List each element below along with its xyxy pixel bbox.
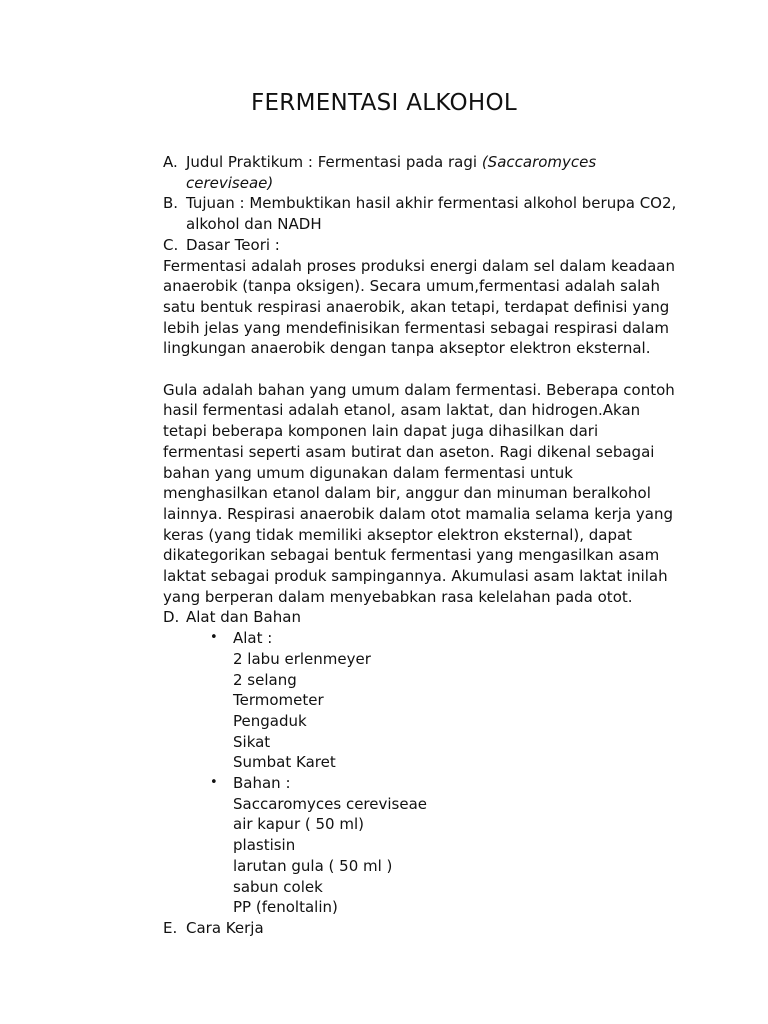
section-b-line2: alkohol dan NADH [186, 215, 322, 234]
list-item: Pengaduk [233, 711, 307, 730]
paragraph-line: laktat sebagai produk sampingannya. Akumulasi asam laktat inilah [163, 567, 668, 586]
paragraph-line: hasil fermentasi adalah etanol, asam laktat, dan hidrogen.Akan [163, 401, 641, 420]
section-a [163, 152, 683, 193]
section-d-label: Alat dan Bahan [186, 608, 301, 627]
paragraph-line: lainnya. Respirasi anaerobik dalam otot mamalia selama kerja yang [163, 504, 673, 523]
section-c [163, 235, 683, 256]
section-d [163, 607, 683, 628]
bullet-icon: • [210, 775, 218, 791]
paragraph-line: keras (yang tidak memiliki akseptor elektron eksternal), dapat [163, 525, 633, 544]
section-d-letter: D. [163, 608, 180, 627]
paragraph-line: tetapi beberapa komponen lain dapat juga dihasilkan dari [163, 422, 599, 441]
list-item: 2 labu erlenmeyer [233, 649, 371, 668]
list-item: Sumbat Karet [233, 753, 336, 772]
paragraph-line: lebih jelas yang mendefinisikan fermentasi sebagai respirasi dalam [163, 318, 670, 337]
paragraph-1 [163, 256, 683, 360]
paragraph-line: satu bentuk respirasi anaerobik, akan tetapi, terdapat definisi yang [163, 297, 670, 316]
list-item: Termometer [233, 691, 324, 710]
section-a-label: Judul Praktikum : Fermentasi pada ragi [186, 153, 482, 171]
bahan-list [163, 773, 683, 794]
paragraph-line: dikategorikan sebagai bentuk fermentasi yang mengasilkan asam [163, 546, 660, 565]
list-item: 2 selang [233, 670, 297, 689]
section-b-line1: Tujuan : Membuktikan hasil akhir fermentasi alkohol berupa CO2, [186, 194, 677, 213]
paragraph-line: menghasilkan etanol dalam bir, anggur dan minuman beralkohol [163, 484, 651, 503]
paragraph-line: bahan yang umum digunakan dalam fermentasi untuk [163, 463, 573, 482]
section-b-letter: B. [163, 194, 179, 213]
alat-label: Alat : [233, 629, 273, 648]
section-b [163, 193, 683, 214]
paragraph-line: anaerobik (tanpa oksigen). Secara umum,fermentasi adalah salah [163, 277, 660, 296]
paragraph-line: fermentasi seperti asam butirat dan aseton. Ragi dikenal sebagai [163, 442, 655, 461]
section-c-label: Dasar Teori : [186, 235, 280, 254]
paragraph-line: lingkungan anaerobik dengan tanpa akseptor elektron eksternal. [163, 339, 651, 358]
alat-bullet-row [210, 628, 683, 649]
paragraph-line: Gula adalah bahan yang umum dalam fermentasi. Beberapa contoh [163, 380, 675, 399]
alat-list [163, 628, 683, 649]
bahan-label: Bahan : [233, 774, 291, 793]
list-item: larutan gula ( 50 ml ) [233, 856, 393, 875]
list-item: PP (fenoltalin) [233, 898, 338, 917]
bahan-bullet-row [210, 773, 683, 794]
section-e [163, 918, 683, 939]
section-a-italic: (Saccaromyces cereviseae) [186, 153, 597, 192]
paragraph-line: Fermentasi adalah proses produksi energi dalam sel dalam keadaan [163, 256, 676, 275]
list-item: Sikat [233, 732, 271, 751]
section-e-label: Cara Kerja [186, 919, 264, 937]
section-a-letter: A. [163, 153, 178, 171]
page-title: FERMENTASI ALKOHOL [250, 90, 518, 116]
list-item: sabun colek [233, 877, 323, 896]
paragraph-gap [163, 359, 683, 380]
section-c-letter: C. [163, 235, 179, 254]
paragraph-2 [163, 380, 683, 608]
paragraph-line: yang berperan dalam menyebabkan rasa kelelahan pada otot. [163, 587, 633, 606]
section-a-text [186, 152, 683, 193]
section-e-letter: E. [163, 919, 178, 937]
list-item: air kapur ( 50 ml) [233, 815, 364, 834]
document-body [163, 152, 683, 939]
list-item: Saccaromyces cereviseae [233, 794, 428, 813]
list-item: plastisin [233, 836, 296, 855]
bullet-icon: • [210, 630, 218, 646]
